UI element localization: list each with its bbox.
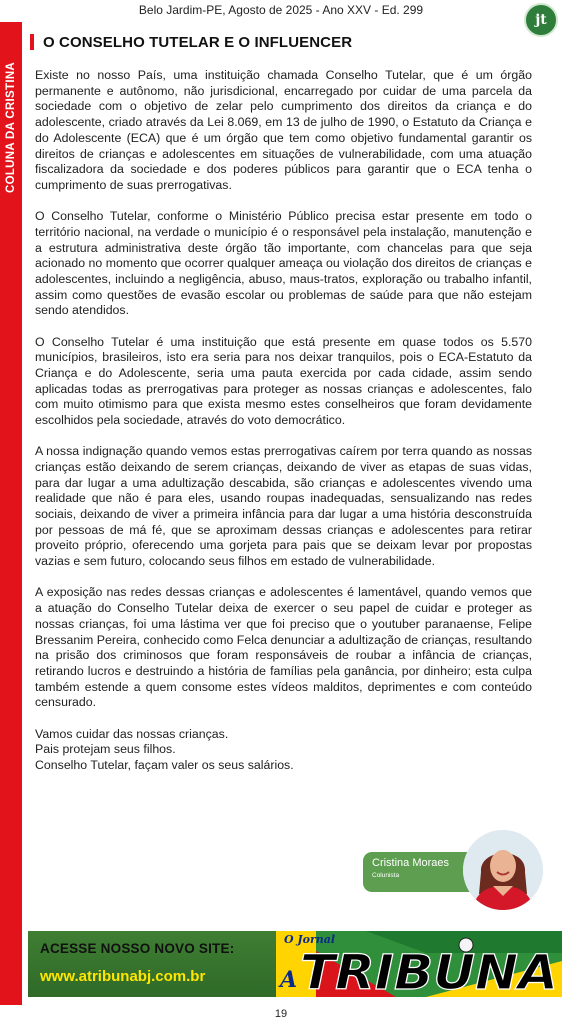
article-paragraph-2: O Conselho Tutelar, conforme o Ministério Público precisa estar presente em todo o território nacional, na verdade o município é o responsável pela instalação, manutenção e a estrutura administrativa deste órgão tão importante, com chancelas para que seja acionado no momento que ocorrer qualquer ameaça ou violação dos direitos de crianças e adolescentes, incluindo a negligência, abuso, maus-tratos, exploração ou trabalho infantil, assim como questões de evasão escolar ou problemas de saúde para que não estejam sendo atendidos. xyxy=(35,209,532,318)
banner-cta-area xyxy=(28,931,276,997)
author-card xyxy=(363,852,473,892)
article-body xyxy=(35,68,532,774)
tribuna-logo-graphic xyxy=(276,931,562,997)
logo-letter: A xyxy=(280,967,298,993)
article-title-row xyxy=(30,32,352,52)
closing-line-3: Conselho Tutelar, façam valer os seus salários. xyxy=(35,757,294,772)
closing-line-2: Pais protejam seus filhos. xyxy=(35,742,176,757)
column-label: COLUNA DA CRISTINA xyxy=(5,61,17,193)
article-paragraph-5: A exposição nas redes dessas crianças e adolescentes é lamentável, quando vemos que a atuação do Conselho Tutelar deixa de exercer o seu papel de cuidar e proteger as nossas crianças, foi uma lástima ver que foi preciso que o youtuber paranaense, Felipe Bressanim Pereira, conhecido como Felca denunciar a adultização de crianças, resultando na prisão dos criminosos que foram responsáveis de roubar a infância de crianças, retirando lucros e destruindo a história de famílias pela ganância, por dinheiro; esta culpa também estende a quem consome estes vídeos malditos, deprimentes e com conteúdo censurado. xyxy=(35,585,532,710)
title-marker xyxy=(30,34,34,50)
author-avatar xyxy=(463,830,543,910)
closing-line-1: Vamos cuidar das nossas crianças. xyxy=(35,726,229,741)
article-paragraph-3: O Conselho Tutelar é uma instituição que está presente em quase todos os 5.570 municípios, brasileiros, isto era seria para nos deixar tranquilos, pois o ECA-Estatuto da Criança e do Adolescente, seria uma pauta exercida por cada cidade, assim sendo aplicadas todas as prerrogativas para proteger as nossas crianças e adolescentes, falo com muito otimismo para que exista mesmo estes conselheiros que foram devidamente escolhidos pela sociedade, através do voto democrático. xyxy=(35,334,532,428)
article-paragraph-1: Existe no nosso País, uma instituição chamada Conselho Tutelar, que é um órgão permanente e autônomo, não jurisdicional, encarregado por cuidar de uma parcela da sociedade com o objetivo de zelar pelo cumprimento dos direitos da criança e do adolescente, criado através da Lei 8.069, em 13 de julho de 1990, o Estatuto da Criança e do Adolescente (ECA) que é um órgão que tem como objetivo fundamental garantir os direitos de crianças e adolescentes em situações de vulnerabilidade, com uma atuação fiscalizadora da sociedade e dos poderes públicos para garantir que o ECA tenha o cumprimento de suas prerrogativas. xyxy=(35,68,532,192)
article-title: O CONSELHO TUTELAR E O INFLUENCER xyxy=(43,33,353,51)
author-name: Cristina Moraes xyxy=(372,857,450,869)
article-closing xyxy=(35,727,532,774)
site-banner[interactable] xyxy=(28,931,562,997)
page-number: 19 xyxy=(274,1008,288,1020)
tribuna-logo xyxy=(276,931,562,997)
author-photo-icon xyxy=(463,830,543,910)
edition-line: Belo Jardim-PE, Agosto de 2025 - Ano XXV - Ed. 299 xyxy=(138,3,424,17)
author-role: Colunista xyxy=(372,872,400,879)
logo-big-text: TRIBUNA xyxy=(300,945,558,997)
article-paragraph-4: A nossa indignação quando vemos estas prerrogativas caírem por terra quando as nossas crianças estão deixando de serem crianças, deixando de viver as etapas de suas vidas, para dar lugar a uma adultização descabida, são crianças e adolescentes vivendo uma realidade que não é para eles, usando roupas inadequadas, sensualizando nas redes sociais, deixando de viver a primeira infância para dar lugar a uma história desconstruída por pessoas de má fé, que se aproximam dessas crianças e adolescentes para retirar proveito próprio, oferecendo uma gorjeta para pais que se deixam levar por propostas vazias e sem futuro, colocando seus filhos em estado de vulnerabilidade. xyxy=(35,444,532,569)
top-header xyxy=(0,0,562,28)
banner-site-link[interactable]: www.atribunabj.com.br xyxy=(40,968,206,985)
column-side-bar xyxy=(0,22,22,1005)
newspaper-logo-badge[interactable]: jt xyxy=(524,3,558,37)
logo-small-text: O Jornal xyxy=(284,933,336,946)
banner-cta-text: ACESSE NOSSO NOVO SITE: xyxy=(40,941,235,956)
